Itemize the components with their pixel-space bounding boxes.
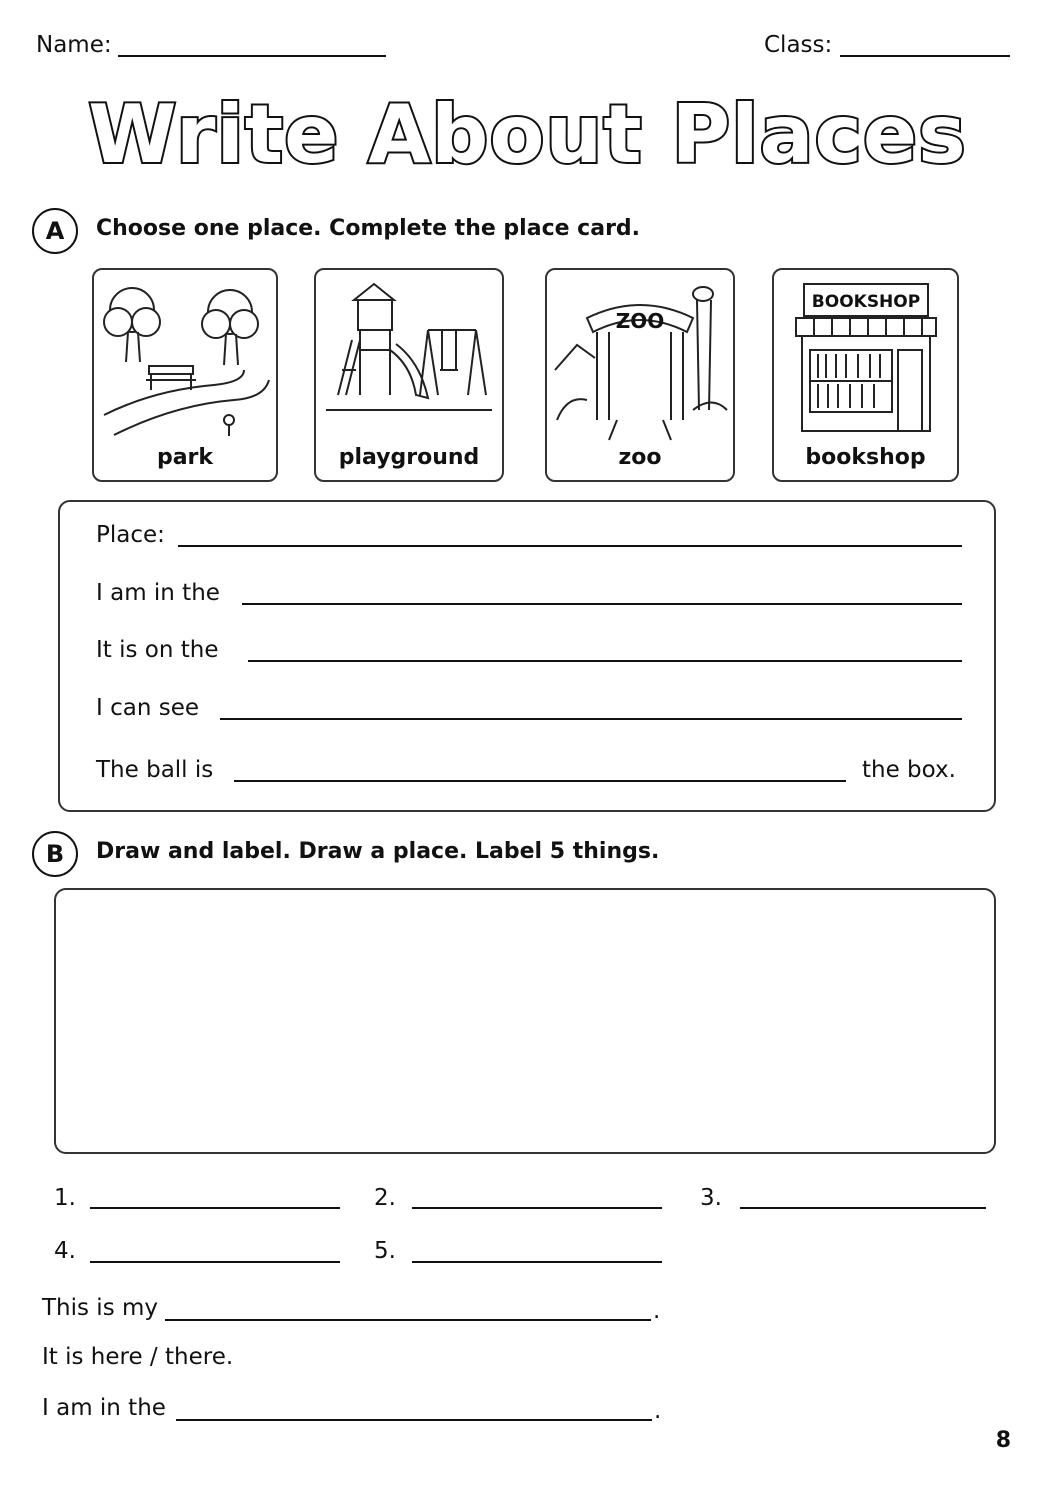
place-card-bookshop[interactable] [772, 268, 959, 482]
label-number-3: 3. [700, 1185, 722, 1211]
i-am-in-field[interactable] [242, 603, 962, 605]
label-field-4[interactable] [90, 1261, 340, 1263]
place-label-bookshop: bookshop [805, 445, 926, 470]
ball-end-text: the box. [862, 757, 956, 783]
place-label-zoo: zoo [618, 445, 662, 470]
class-field[interactable] [840, 55, 1010, 57]
name-label: Name: [36, 32, 112, 58]
section-a-instruction: Choose one place. Complete the place card. [96, 216, 641, 241]
park-icon [94, 270, 276, 445]
name-field[interactable] [118, 55, 386, 57]
i-can-see-field[interactable] [220, 718, 962, 720]
label-field-5[interactable] [412, 1261, 662, 1263]
drawing-area[interactable] [54, 888, 996, 1154]
class-label: Class: [764, 32, 833, 58]
label-field-2[interactable] [412, 1207, 662, 1209]
label-field-3[interactable] [740, 1207, 986, 1209]
closing-period: . [654, 1398, 662, 1424]
it-is-on-field[interactable] [248, 660, 962, 662]
place-card-park[interactable] [92, 268, 278, 482]
label-number-5: 5. [374, 1238, 396, 1264]
page-number: 8 [995, 1428, 1011, 1453]
ball-is-prompt: The ball is [96, 757, 214, 783]
this-is-my-field[interactable] [165, 1319, 651, 1321]
label-field-1[interactable] [90, 1207, 340, 1209]
i-can-see-prompt: I can see [96, 695, 200, 721]
this-is-my-prompt: This is my [42, 1295, 159, 1321]
zoo-icon [547, 270, 733, 445]
closing-i-am-in-field[interactable] [176, 1419, 652, 1421]
this-is-my-period: . [653, 1298, 661, 1324]
label-number-1: 1. [54, 1185, 76, 1211]
bookshop-icon [774, 270, 957, 445]
place-label-park: park [156, 445, 214, 470]
section-b-instruction: Draw and label. Draw a place. Label 5 things. [96, 839, 660, 864]
i-am-in-prompt: I am in the [96, 580, 220, 606]
bookshop-sign: BOOKSHOP [811, 292, 921, 312]
label-number-4: 4. [54, 1238, 76, 1264]
place-card-playground[interactable] [314, 268, 504, 482]
section-a-badge: A [32, 208, 78, 254]
page-title: Write About Places [88, 88, 967, 181]
place-prompt: Place: [96, 522, 165, 548]
section-b-badge: B [32, 831, 78, 877]
place-field[interactable] [178, 545, 962, 547]
here-there-text: It is here / there. [42, 1344, 234, 1370]
zoo-sign: ZOO [615, 309, 665, 333]
label-number-2: 2. [374, 1185, 396, 1211]
playground-icon [316, 270, 502, 445]
place-label-playground: playground [338, 445, 480, 470]
ball-position-field[interactable] [234, 780, 846, 782]
closing-i-am-in-prompt: I am in the [42, 1395, 166, 1421]
it-is-on-prompt: It is on the [96, 637, 219, 663]
place-card-zoo[interactable] [545, 268, 735, 482]
